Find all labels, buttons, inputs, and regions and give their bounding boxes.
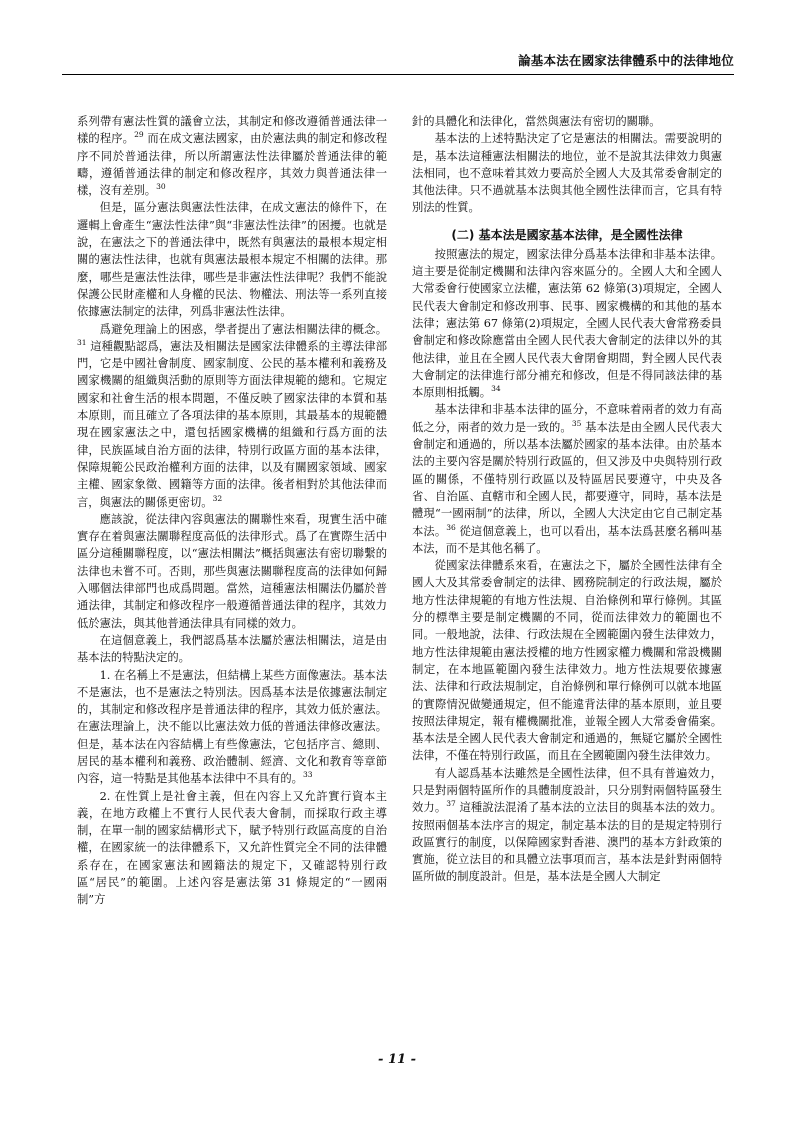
footnote-ref: 30 bbox=[156, 182, 166, 192]
text-run: 基本法是由全國人民代表大會制定和通過的，所以基本法屬於國家的基本法律。由於基本法的主要內容是關於特別行政區的，但又涉及中央與特別行政區的關係，不僅特別行政區以及特區居民要遵守，中央及各省、自治區、直轄市和全國人民，都要遵守，同時，基本法是體現“一國兩制”的法律，所以，全國人大決定由它自己制定基本法。 bbox=[412, 420, 722, 538]
footnote-ref: 34 bbox=[491, 384, 501, 394]
footnote-ref: 36 bbox=[446, 522, 456, 532]
paragraph: 針的具體化和法律化，當然與憲法有密切的關聯。 bbox=[412, 115, 661, 128]
left-column bbox=[77, 113, 387, 909]
footnote-ref: 29 bbox=[134, 130, 144, 140]
footnote-ref: 31 bbox=[77, 338, 87, 348]
footnote-ref: 37 bbox=[446, 799, 456, 809]
paragraph bbox=[412, 765, 722, 886]
text-run: 這種說法混淆了基本法的立法目的與基本法的效力。按照兩個基本法序言的規定，制定基本法的目的是規定特別行政區實行的制度，以保障國家對香港、澳門的基本方針政策的實施，從立法目的和具體立法事項而言，基本法是針對兩個特區所做的制度設計。但是，基本法是全國人大制定 bbox=[412, 801, 722, 884]
paragraph bbox=[412, 246, 722, 402]
paragraph: 應該說，從法律內容與憲法的關聯性來看，現實生活中確實存在着與憲法關聯程度高低的法律形式。爲了在實際生活中區分這種關聯程度，以“憲法相關法”概括與憲法有密切聯繫的法律也未嘗不可。否則，那些與憲法關聯程度高的法律如何歸入哪個法律部門也成爲問題。當然，這種憲法相關法仍屬於普通法律，其制定和修改程序一般遵循普通法律的程序，其效力低於憲法，與其他普通法律具有同樣的效力。 bbox=[77, 512, 387, 630]
text-run: 爲避免理論上的困惑，學者提出了憲法相關法律的概念。 bbox=[99, 322, 387, 336]
paragraph: 從國家法律體系來看，在憲法之下，屬於全國性法律有全國人大及其常委會制定的法律、國務院制定的行政法規，屬於地方性法律規範的有地方性法規、自治條例和單行條例。其區分的標準主要是制定機關的不同，從而法律效力的範圍也不同。一般地說，法律、行政法規在全國範圍內發生法律效力，地方性法律規範由憲法授權的地方性國家權力機關和常設機關制定，在本地區範圍內發生法律效力。地方性法規要依據憲法、法律和行政法規制定，自治條例和單行條例可以就本地區的實際情況做變通規定，但不能違背法律的基本原則，並且要按照法律規定，報有權機關批准，並報全國人大常委會備案。基本法是全國人民代表大會制定和通過的，無疑它屬於全國性法律，不僅在特別行政區，而且在全國範圍內發生法律效力。 bbox=[412, 559, 722, 763]
page-number: - 11 - bbox=[378, 1052, 416, 1067]
paragraph: 但是，區分憲法與憲法性法律，在成文憲法的條件下，在邏輯上會產生“憲法性法律”與“非憲法性法律”的困擾。也就是說，在憲法之下的普通法律中，既然有與憲法的最根本規定相關的憲法性法律，也就有與憲法最根本規定不相關的法律。那麼，哪些是憲法性法律，哪些是非憲法性法律呢？我們不能說保護公民財產權和人身權的民法、物權法、刑法等一系列直接依據憲法制定的法律，列爲非憲法性法律。 bbox=[77, 201, 387, 319]
text-run: 基本法律和非基本法律的區分，不意味着兩者的效力有高低之分，兩者的效力是一致的。 bbox=[412, 403, 722, 434]
text-run: 從這個意義上，也可以看出，基本法爲甚麼名稱叫基本法，而不是其他名稱了。 bbox=[412, 524, 722, 555]
footnote-ref: 33 bbox=[302, 770, 313, 780]
footnote-ref: 32 bbox=[212, 493, 223, 503]
footnote-ref: 35 bbox=[571, 418, 582, 428]
text-run: 這種觀點認爲，憲法及相關法是國家法律體系的主導法律部門，它是中國社會制度、國家制度、公民的基本權利和義務及國家機關的組織與活動的原則等方面法律規範的總和。它規定國家和社會生活的根本問題，不僅反映了國家法律的本質和基本原則，而且確立了各項法律的基本原則，其最基本的規範體現在國家憲法之中，還包括國家機構的組織和行爲方面的法律，民族區域自治方面的法律，特別行政區方面的基本法律，保障規範公民政治權利方面的法律，以及有關國家領域、國家主權、國家象徵、國籍等方面的法律。後者相對於其他法律而言，與憲法的關係更密切。 bbox=[77, 339, 387, 509]
section-heading: (二) 基本法是國家基本法律，是全國性法律 bbox=[451, 227, 683, 242]
right-column bbox=[412, 113, 722, 886]
text-run: 系列帶有憲法性質的議會立法，其制定和修改遵循普通法律一樣的程序。 bbox=[77, 115, 387, 146]
text-run: 按照憲法的規定，國家法律分爲基本法律和非基本法律。這主要是從制定機關和法律內容來區分的。全國人大和全國人大常委會行使國家立法權，憲法第 62 條第(3)項規定，全國人民代表大會制定和修改刑事、民事、國家機構的和其他的基本法律；憲法第 67 條第(2)項規定，全國人民代表大會常務委員會制定和修改除應當由全國人民代表大會制定的法律以外的其他法律，並且在全國人民代表大會閉會期間，對全國人民代表大會制定的法律進行部分補充和修改，但是不得同該法律的基本原則相抵觸。 bbox=[412, 247, 722, 400]
text-run: 而在成文憲法國家，由於憲法典的制定和修改程序不同於普通法律，所以所謂憲法性法律屬於普通法律的範疇，遵循普通法律的制定和修改程序，其效力與普通法律一樣，沒有差別。 bbox=[77, 132, 387, 198]
paragraph bbox=[77, 113, 387, 199]
paragraph bbox=[77, 321, 387, 511]
text-run: 有人認爲基本法雖然是全國性法律，但不具有普遍效力，只是對兩個特區所作的具體制度設計，只分別對兩個特區發生效力。 bbox=[412, 766, 722, 815]
text-run: 1. 在名稱上不是憲法，但結構上某些方面像憲法。基本法不是憲法，也不是憲法之特別法。因爲基本法是依據憲法制定的，其制定和修改程序是普通法律的程序，其效力低於憲法。在憲法理論上，決不能以比憲法效力低的普通法律修改憲法。但是，基本法在內容結構上有些像憲法，它包括序言、總則、居民的基本權利和義務、政治體制、經濟、文化和教育等章節內容，這一特點是其他基本法律中不具有的。 bbox=[77, 668, 387, 786]
paragraph: 2. 在性質上是社會主義，但在內容上又允許實行資本主義，在地方政權上不實行人民代表大會制，而採取行政主導制，在單一制的國家結構形式下，賦予特別行政區高度的自治權，在國家統一的法律體系下，又允許性質完全不同的法律體系存在，在國家憲法和國籍法的規定下，又確認特別行政區“居民”的範圍。上述內容是憲法第 31 條規定的“一國兩制”方 bbox=[77, 789, 387, 907]
running-header bbox=[62, 46, 734, 75]
running-header-title: 論基本法在國家法律體系中的法律地位 bbox=[518, 53, 734, 68]
paragraph: 基本法的上述特點決定了它是憲法的相關法。需要說明的是，基本法這種憲法相關法的地位，並不是說其法律效力與憲法相同，也不意味着其效力要高於全國人大及其常委會制定的其他法律。只不過就基本法與其他全國性法律而言，它具有特別法的性質。 bbox=[412, 132, 722, 215]
paragraph bbox=[412, 401, 722, 557]
paragraph bbox=[77, 667, 387, 788]
paragraph: 在這個意義上，我們認爲基本法屬於憲法相關法，這是由基本法的特點決定的。 bbox=[77, 633, 387, 665]
